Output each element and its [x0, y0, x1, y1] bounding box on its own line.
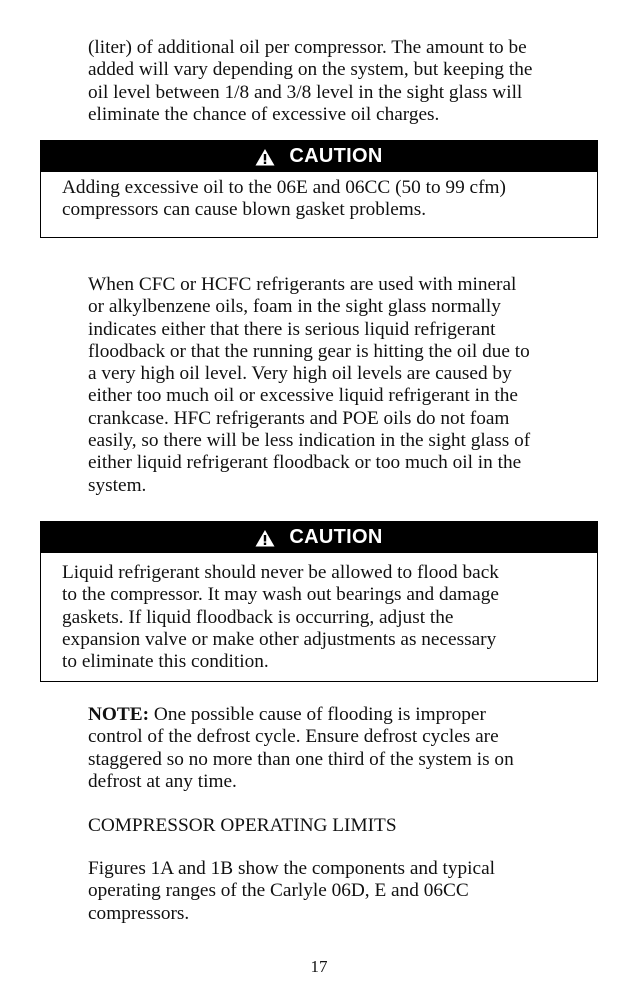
- caution-title: CAUTION: [289, 526, 383, 548]
- text-line: control of the defrost cycle. Ensure defrost cycles are: [88, 726, 499, 748]
- text-line: Liquid refrigerant should never be allowed to flood back: [62, 562, 499, 583]
- text-line: (liter) of additional oil per compressor. The amount to be: [88, 37, 527, 58]
- heading-text: COMPRESSOR OPERATING LIMITS: [88, 815, 397, 836]
- note-label: NOTE:: [88, 704, 150, 725]
- text-line: compressors.: [88, 902, 190, 924]
- caution-body: [41, 172, 597, 222]
- text-line: indicates either that there is serious liquid refrigerant: [88, 318, 496, 340]
- paragraph-refrigerant-foam: [88, 274, 608, 497]
- page-number: 17: [310, 957, 328, 976]
- caution-box-liquid-floodback: [40, 521, 598, 682]
- warning-triangle-icon: [255, 529, 275, 547]
- text-line: [88, 704, 608, 726]
- caution-box-excessive-oil: [40, 140, 598, 238]
- text-line: or alkylbenzene oils, foam in the sight glass normally: [88, 296, 501, 318]
- text-line: expansion valve or make other adjustments as necessary: [62, 628, 497, 650]
- paragraph-figures: [88, 858, 608, 925]
- note-text: One possible cause of flooding is improper: [149, 704, 486, 725]
- text-line: operating ranges of the Carlyle 06D, E and 06CC: [88, 880, 469, 902]
- text-line: compressors can cause blown gasket problems.: [62, 199, 427, 221]
- text-line: defrost at any time.: [88, 770, 237, 792]
- text-line: oil level between 1/8 and 3/8 level in the sight glass will: [88, 81, 523, 103]
- text-line: gaskets. If liquid floodback is occurring, adjust the: [62, 606, 454, 628]
- caution-title: CAUTION: [289, 145, 383, 167]
- text-line: system.: [88, 474, 147, 496]
- paragraph-oil-charge: [88, 37, 608, 126]
- text-line: either liquid refrigerant floodback or too much oil in the: [88, 452, 522, 474]
- text-line: Adding excessive oil to the 06E and 06CC (50 to 99 cfm): [62, 177, 506, 198]
- text-line: added will vary depending on the system, but keeping the: [88, 59, 533, 81]
- text-line: crankcase. HFC refrigerants and POE oils do not foam: [88, 407, 510, 429]
- text-line: Figures 1A and 1B show the components and typical: [88, 858, 495, 879]
- section-heading: [88, 815, 608, 837]
- note-paragraph: [88, 704, 608, 793]
- text-line: a very high oil level. Very high oil levels are caused by: [88, 363, 512, 385]
- warning-triangle-icon: [255, 148, 275, 166]
- caution-header: [41, 522, 597, 553]
- text-line: to the compressor. It may wash out bearings and damage: [62, 584, 499, 606]
- text-line: staggered so no more than one third of the system is on: [88, 748, 514, 770]
- text-line: eliminate the chance of excessive oil charges.: [88, 103, 440, 125]
- text-line: to eliminate this condition.: [62, 651, 269, 673]
- text-line: either too much oil or excessive liquid refrigerant in the: [88, 385, 518, 407]
- text-line: easily, so there will be less indication in the sight glass of: [88, 430, 531, 452]
- text-line: When CFC or HCFC refrigerants are used with mineral: [88, 274, 517, 295]
- caution-header: [41, 141, 597, 172]
- caution-body: [41, 553, 597, 673]
- text-line: floodback or that the running gear is hitting the oil due to: [88, 340, 530, 362]
